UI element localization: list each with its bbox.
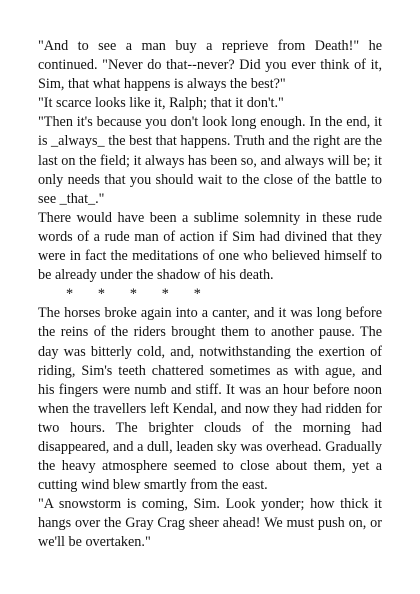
- paragraph-scarce-looks-like-it: "It scarce looks like it, Ralph; that it don't.": [38, 95, 284, 112]
- section-break-asterisks: * * * * *: [66, 286, 201, 303]
- paragraph-sublime-solemnity: There would have been a sublime solemnity in these rude words of a rude man of action if Sim had divined that they were in fact the meditations of one who believed himself to be already under the shadow of his death.: [38, 209, 382, 284]
- paragraph-truth-and-the-right: "Then it's because you don't look long enough. In the end, it is _always_ the best that happens. Truth and the right are the last on the field; it always has been so, and always will be; it only needs that you should wait to the close of the battle to see _that_.": [38, 114, 382, 207]
- book-page: [38, 37, 382, 553]
- paragraph-horses-canter: The horses broke again into a canter, and it was long before the reins of the riders brought them to another pause. The day was bitterly cold, and, notwithstanding the exertion of riding, Sim's teeth chattered sometimes as with ague, and his fingers were numb and stiff. It was an hour before noon when the travellers left Kendal, and now they had ridden for two hours. The brighter clouds of the morning had disappeared, and a dull, leaden sky was overhead. Gradually the heavy atmosphere seemed to close about them, yet a cutting wind blew smartly from the east.: [38, 305, 382, 494]
- paragraph-reprieve-from-death: "And to see a man buy a reprieve from Death!" he continued. "Never do that--never? Did you ever think of it, Sim, that what happens is always the best?": [38, 38, 382, 93]
- paragraph-snowstorm-coming: "A snowstorm is coming, Sim. Look yonder; how thick it hangs over the Gray Crag sheer ahead! We must push on, or we'll be overtaken.": [38, 496, 382, 551]
